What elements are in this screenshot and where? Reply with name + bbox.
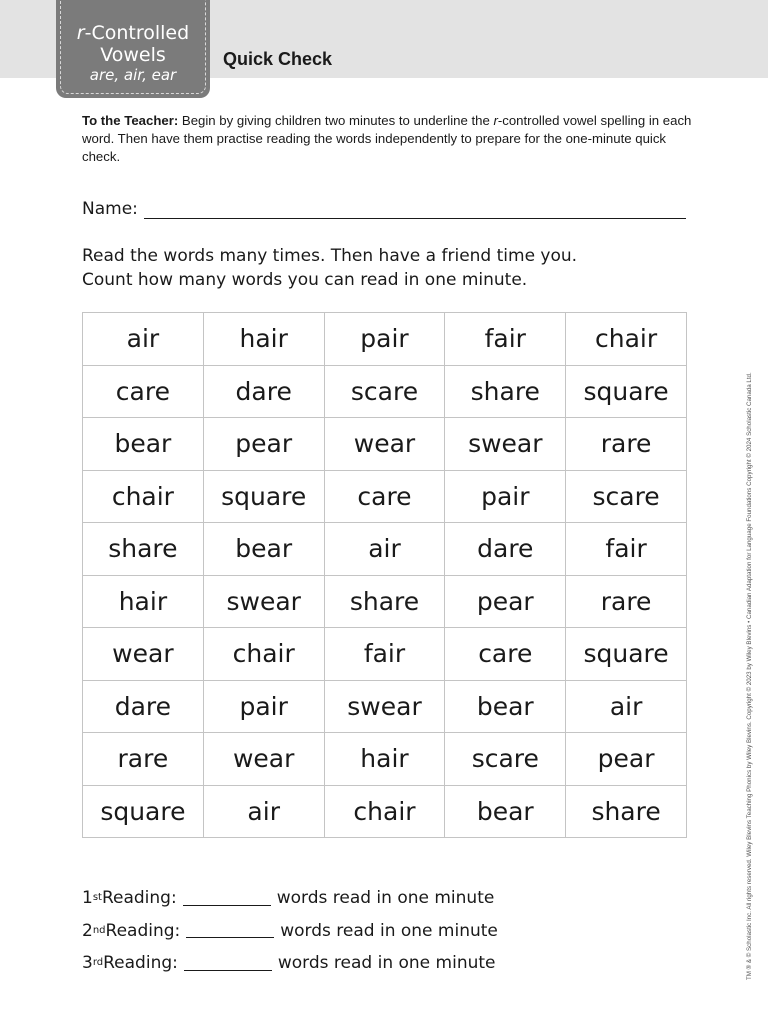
word-cell: air — [566, 680, 687, 733]
word-cell: care — [324, 470, 445, 523]
tab-title-r: r — [76, 22, 85, 44]
teacher-note-text-1: Begin by giving children two minutes to underline the — [178, 113, 494, 128]
word-cell: dare — [445, 523, 566, 576]
word-cell: chair — [324, 785, 445, 838]
word-cell: share — [324, 575, 445, 628]
reading-row: 3 rd Reading: words read in one minute — [82, 953, 496, 974]
word-cell: pear — [203, 418, 324, 471]
tab-title-rest: -Controlled — [84, 22, 190, 44]
reading-blank[interactable] — [186, 923, 274, 938]
tab-subtitle: are, air, ear — [89, 66, 177, 84]
word-cell: pair — [445, 470, 566, 523]
name-label: Name: — [82, 199, 138, 219]
word-cell: chair — [566, 313, 687, 366]
teacher-note-text-2: -controlled vowel spelling in each word. Then have them practise reading the words independently to prepare for the one-minute quick check. — [82, 113, 692, 164]
word-grid — [82, 312, 687, 838]
reading-number: 2 — [82, 920, 93, 941]
word-cell: care — [83, 365, 204, 418]
word-cell: scare — [566, 470, 687, 523]
word-cell: scare — [445, 733, 566, 786]
word-cell: rare — [566, 418, 687, 471]
word-cell: wear — [324, 418, 445, 471]
word-cell: chair — [203, 628, 324, 681]
teacher-note-label: To the Teacher: — [82, 113, 179, 128]
word-cell: swear — [203, 575, 324, 628]
instructions — [82, 244, 577, 292]
word-cell: pear — [445, 575, 566, 628]
word-cell: square — [566, 365, 687, 418]
table-row — [83, 470, 687, 523]
table-row — [83, 733, 687, 786]
word-cell: air — [83, 313, 204, 366]
word-cell: wear — [83, 628, 204, 681]
table-row — [83, 523, 687, 576]
word-cell: share — [445, 365, 566, 418]
reading-label: Reading: — [105, 920, 181, 941]
word-cell: pair — [324, 313, 445, 366]
word-cell: share — [83, 523, 204, 576]
reading-blank[interactable] — [184, 956, 272, 971]
word-cell: rare — [83, 733, 204, 786]
word-cell: pair — [203, 680, 324, 733]
word-cell: square — [566, 628, 687, 681]
word-cell: fair — [566, 523, 687, 576]
instructions-line-1: Read the words many times. Then have a friend time you. — [82, 246, 578, 266]
tab-title-line2: Vowels — [100, 44, 166, 66]
word-cell: fair — [324, 628, 445, 681]
word-cell: hair — [83, 575, 204, 628]
table-row — [83, 313, 687, 366]
reading-row: 1 st Reading: words read in one minute — [82, 888, 495, 909]
reading-blank[interactable] — [183, 891, 271, 906]
word-cell: care — [445, 628, 566, 681]
word-cell: rare — [566, 575, 687, 628]
teacher-note — [82, 112, 702, 166]
table-row — [83, 628, 687, 681]
word-cell: hair — [203, 313, 324, 366]
copyright-notice: TM ® & © Scholastic Inc. All rights reserved. Wiley Blevins Teaching Phonics by Wiley Blevins. Copyright © 2023 by Wiley Blevins • Canadian Adaptation for Language Foundations Copyright © 2024 Scholastic Canada Ltd. — [746, 372, 753, 980]
word-cell: share — [566, 785, 687, 838]
word-cell: bear — [445, 680, 566, 733]
name-row — [82, 195, 686, 219]
instructions-line-2: Count how many words you can read in one minute. — [82, 270, 528, 290]
word-cell: bear — [83, 418, 204, 471]
word-cell: square — [83, 785, 204, 838]
word-cell: swear — [324, 680, 445, 733]
word-cell: chair — [83, 470, 204, 523]
reading-number: 1 — [82, 888, 93, 909]
reading-number: 3 — [82, 953, 93, 974]
word-cell: scare — [324, 365, 445, 418]
reading-row: 2 nd Reading: words read in one minute — [82, 920, 498, 941]
word-cell: wear — [203, 733, 324, 786]
word-cell: dare — [203, 365, 324, 418]
table-row — [83, 785, 687, 838]
reading-suffix: words read in one minute — [276, 888, 495, 909]
teacher-note-italic: r — [493, 113, 498, 128]
table-row — [83, 365, 687, 418]
page-title: Quick Check — [223, 49, 333, 69]
word-cell: dare — [83, 680, 204, 733]
table-row — [83, 680, 687, 733]
reading-label: Reading: — [103, 953, 178, 974]
word-cell: air — [324, 523, 445, 576]
word-cell: fair — [445, 313, 566, 366]
word-cell: pear — [566, 733, 687, 786]
word-cell: air — [203, 785, 324, 838]
tab-title — [56, 22, 210, 44]
word-cell: bear — [445, 785, 566, 838]
reading-label: Reading: — [101, 888, 177, 909]
topic-tab — [56, 0, 210, 98]
readings — [82, 882, 498, 980]
reading-suffix: words read in one minute — [277, 953, 496, 974]
reading-suffix: words read in one minute — [280, 920, 498, 941]
word-cell: bear — [203, 523, 324, 576]
word-cell: swear — [445, 418, 566, 471]
table-row — [83, 575, 687, 628]
name-field[interactable] — [144, 200, 686, 219]
word-cell: square — [203, 470, 324, 523]
table-row — [83, 418, 687, 471]
word-cell: hair — [324, 733, 445, 786]
